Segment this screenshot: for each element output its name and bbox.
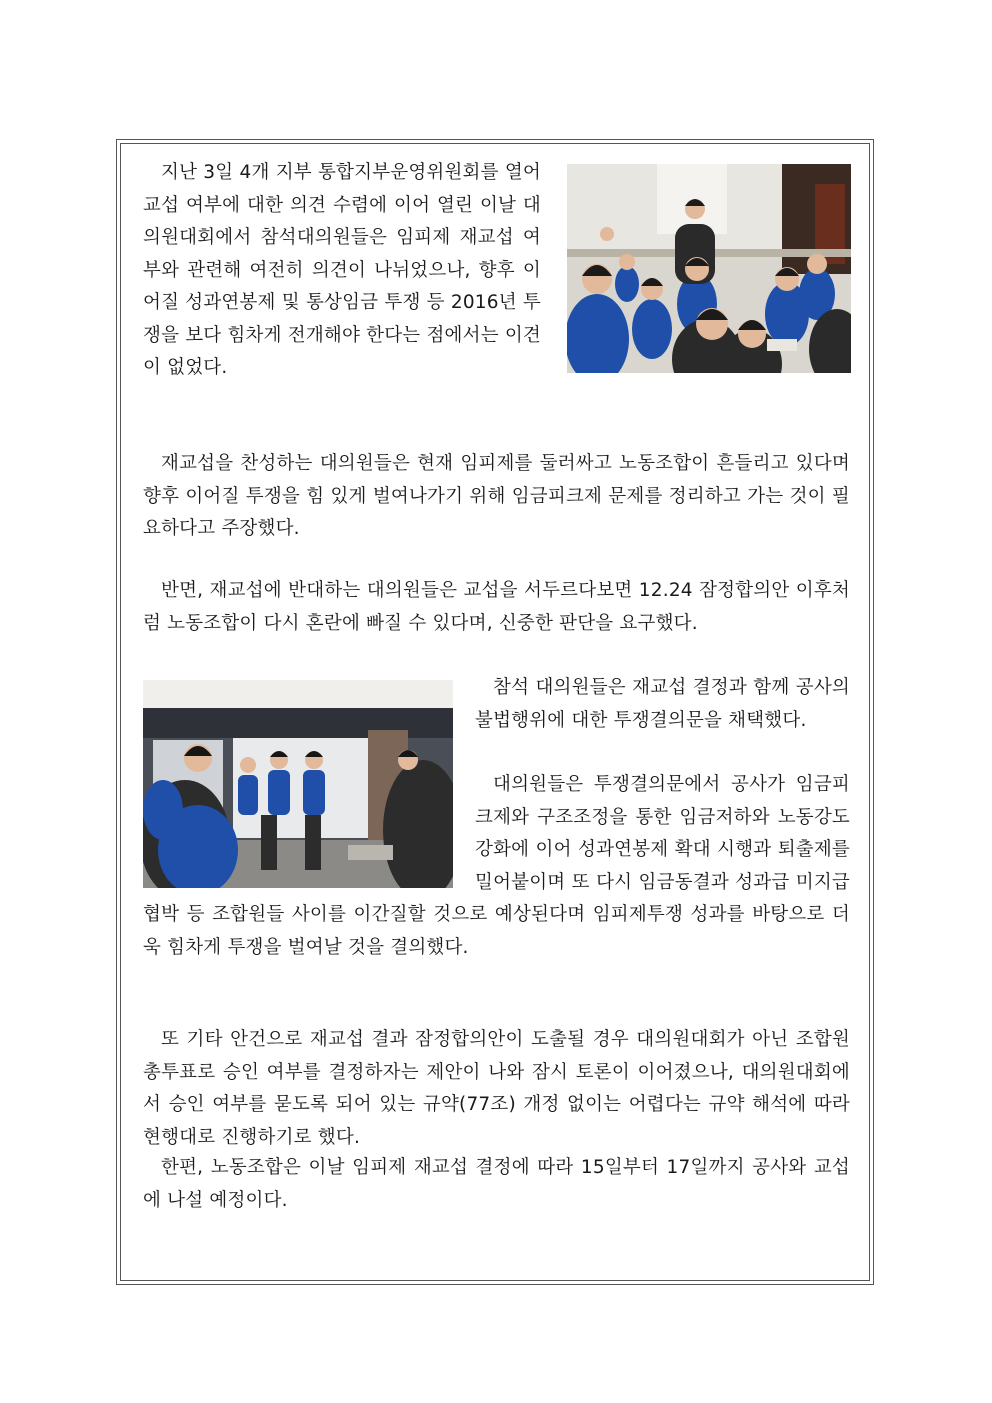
- photo-delegates-meeting: [567, 164, 851, 373]
- paragraph-1: 지난 3일 4개 지부 통합지부운영위원회를 열어 교섭 여부에 대한 의견 수렴에 이어 열린 이날 대의원대회에서 참석대의원들은 임피제 재교섭 여부와 관련해 여전히 의견이 나뉘었으나, 향후 이어질 성과연봉제 및 통상임금 투쟁 등 2016년 투쟁을 보다 힘차게 전개해야 한다는 점에서는 이견이 없었다.: [143, 162, 541, 378]
- paragraph-6: 또 기타 안건으로 재교섭 결과 잠정합의안이 도출될 경우 대의원대회가 아닌 조합원총투표로 승인 여부를 결정하자는 제안이 나와 잠시 토론이 이어졌으나, 대의원대회에서 승인 여부를 묻도록 되어 있는 규약(77조) 개정 없이는 어렵다는 규약 해석에 따라 현행대로 진행하기로 했다.: [143, 1029, 850, 1148]
- paragraph-5: [143, 769, 850, 964]
- article-body-2: [143, 448, 850, 546]
- paragraph-4: 참석 대의원들은 재교섭 결정과 함께 공사의 불법행위에 대한 투쟁결의문을 채택했다.: [475, 677, 850, 731]
- article-body-7: [143, 1152, 850, 1217]
- paragraph-3: 반면, 재교섭에 반대하는 대의원들은 교섭을 서두르다보면 12.24 잠정합의안 이후처럼 노동조합이 다시 혼란에 빠질 수 있다며, 신중한 판단을 요구했다.: [143, 580, 850, 634]
- paragraph-5-text: 대의원들은 투쟁결의문에서 공사가 임금피크제와 구조조정을 통한 임금저하와 노동강도 강화에 이어 성과연봉제 확대 시행과 퇴출제를 밀어붙이며 또 다시 임금동결과 성과급 미지급 협박 등 조합원들 사이를 이간질할 것으로 예상된다며 임피제투쟁 성과를 바탕으로 더욱 힘차게 투쟁을 벌여날 것을 결의했다.: [143, 774, 850, 958]
- photo-float-spacer: [143, 769, 475, 899]
- paragraph-7: 한편, 노동조합은 이날 임피제 재교섭 결정에 따라 15일부터 17일까지 공사와 교섭에 나설 예정이다.: [143, 1157, 850, 1211]
- article-body-1: [143, 157, 541, 385]
- article-body-4: [475, 672, 850, 737]
- paragraph-2: 재교섭을 찬성하는 대의원들은 현재 임피제를 둘러싸고 노동조합이 흔들리고 있다며 향후 이어질 투쟁을 힘 있게 벌여나가기 위해 임금피크제 문제를 정리하고 가는 것이 필요하다고 주장했다.: [143, 453, 850, 539]
- article-body-5: [143, 769, 850, 964]
- article-body-6: [143, 1024, 850, 1154]
- article-body-3: [143, 575, 850, 640]
